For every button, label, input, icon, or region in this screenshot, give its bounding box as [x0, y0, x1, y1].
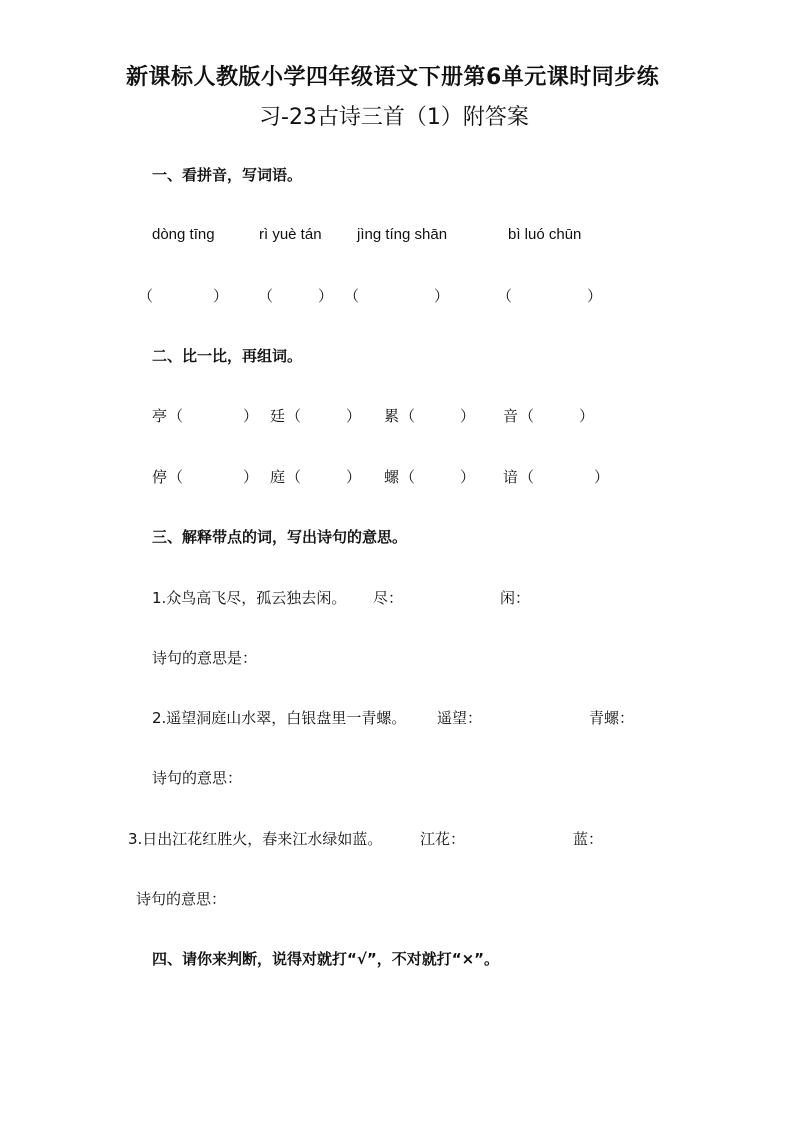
pinyin-1: dòng tīng	[152, 226, 215, 243]
pinyin-4: bì luó chūn	[508, 226, 582, 243]
page-title-line1: 新课标人教版小学四年级语文下册第6单元课时同步练	[126, 65, 660, 90]
compare-blank[interactable]: （ ）	[519, 468, 610, 486]
section4-heading: 四、请你来判断，说得对就打“√”，不对就打“×”。	[152, 950, 500, 968]
poem-line-2: 2.遥望洞庭山水翠，白银盘里一青螺。	[152, 709, 407, 727]
poem-line-3: 3.日出江花红胜火，春来江水绿如蓝。	[128, 830, 383, 848]
compare-char: 音	[503, 407, 519, 425]
compare-char: 廷	[270, 407, 286, 425]
compare-char: 庭	[270, 468, 286, 486]
meaning-label: 诗句的意思：	[152, 769, 243, 787]
compare-blank[interactable]: （ ）	[286, 407, 362, 425]
word-label: 江花：	[420, 830, 466, 848]
section1-heading: 一、看拼音，写词语。	[152, 166, 303, 184]
compare-char: 累	[384, 407, 400, 425]
word-label: 尽：	[373, 589, 404, 607]
word-label: 闲：	[500, 589, 531, 607]
word-label: 青螺：	[589, 709, 635, 727]
section3-heading: 三、解释带点的词，写出诗句的意思。	[152, 528, 408, 546]
compare-blank[interactable]: （ ）	[519, 407, 595, 425]
poem-line-1: 1.众鸟高飞尽，孤云独去闲。	[152, 589, 347, 607]
compare-char: 螺	[384, 468, 400, 486]
compare-blank[interactable]: （ ）	[168, 468, 259, 486]
answer-blank-1[interactable]: （ ）	[138, 287, 229, 305]
word-label: 蓝：	[573, 830, 604, 848]
page-title-line2: 习-23古诗三首（1）附答案	[259, 105, 529, 130]
compare-char: 谙	[503, 468, 519, 486]
compare-blank[interactable]: （ ）	[168, 407, 259, 425]
meaning-label: 诗句的意思是：	[152, 649, 258, 667]
answer-blank-4[interactable]: （ ）	[497, 287, 603, 305]
answer-blank-2[interactable]: （ ）	[258, 287, 334, 305]
compare-blank[interactable]: （ ）	[400, 468, 476, 486]
answer-blank-3[interactable]: （ ）	[344, 287, 450, 305]
meaning-label: 诗句的意思：	[136, 890, 227, 908]
word-label: 遥望：	[437, 709, 483, 727]
section2-heading: 二、比一比，再组词。	[152, 347, 303, 365]
compare-blank[interactable]: （ ）	[286, 468, 362, 486]
compare-blank[interactable]: （ ）	[400, 407, 476, 425]
compare-char: 亭	[152, 407, 168, 425]
pinyin-3: jìng tíng shān	[357, 226, 448, 243]
pinyin-2: rì yuè tán	[259, 226, 322, 243]
compare-char: 停	[152, 468, 168, 486]
